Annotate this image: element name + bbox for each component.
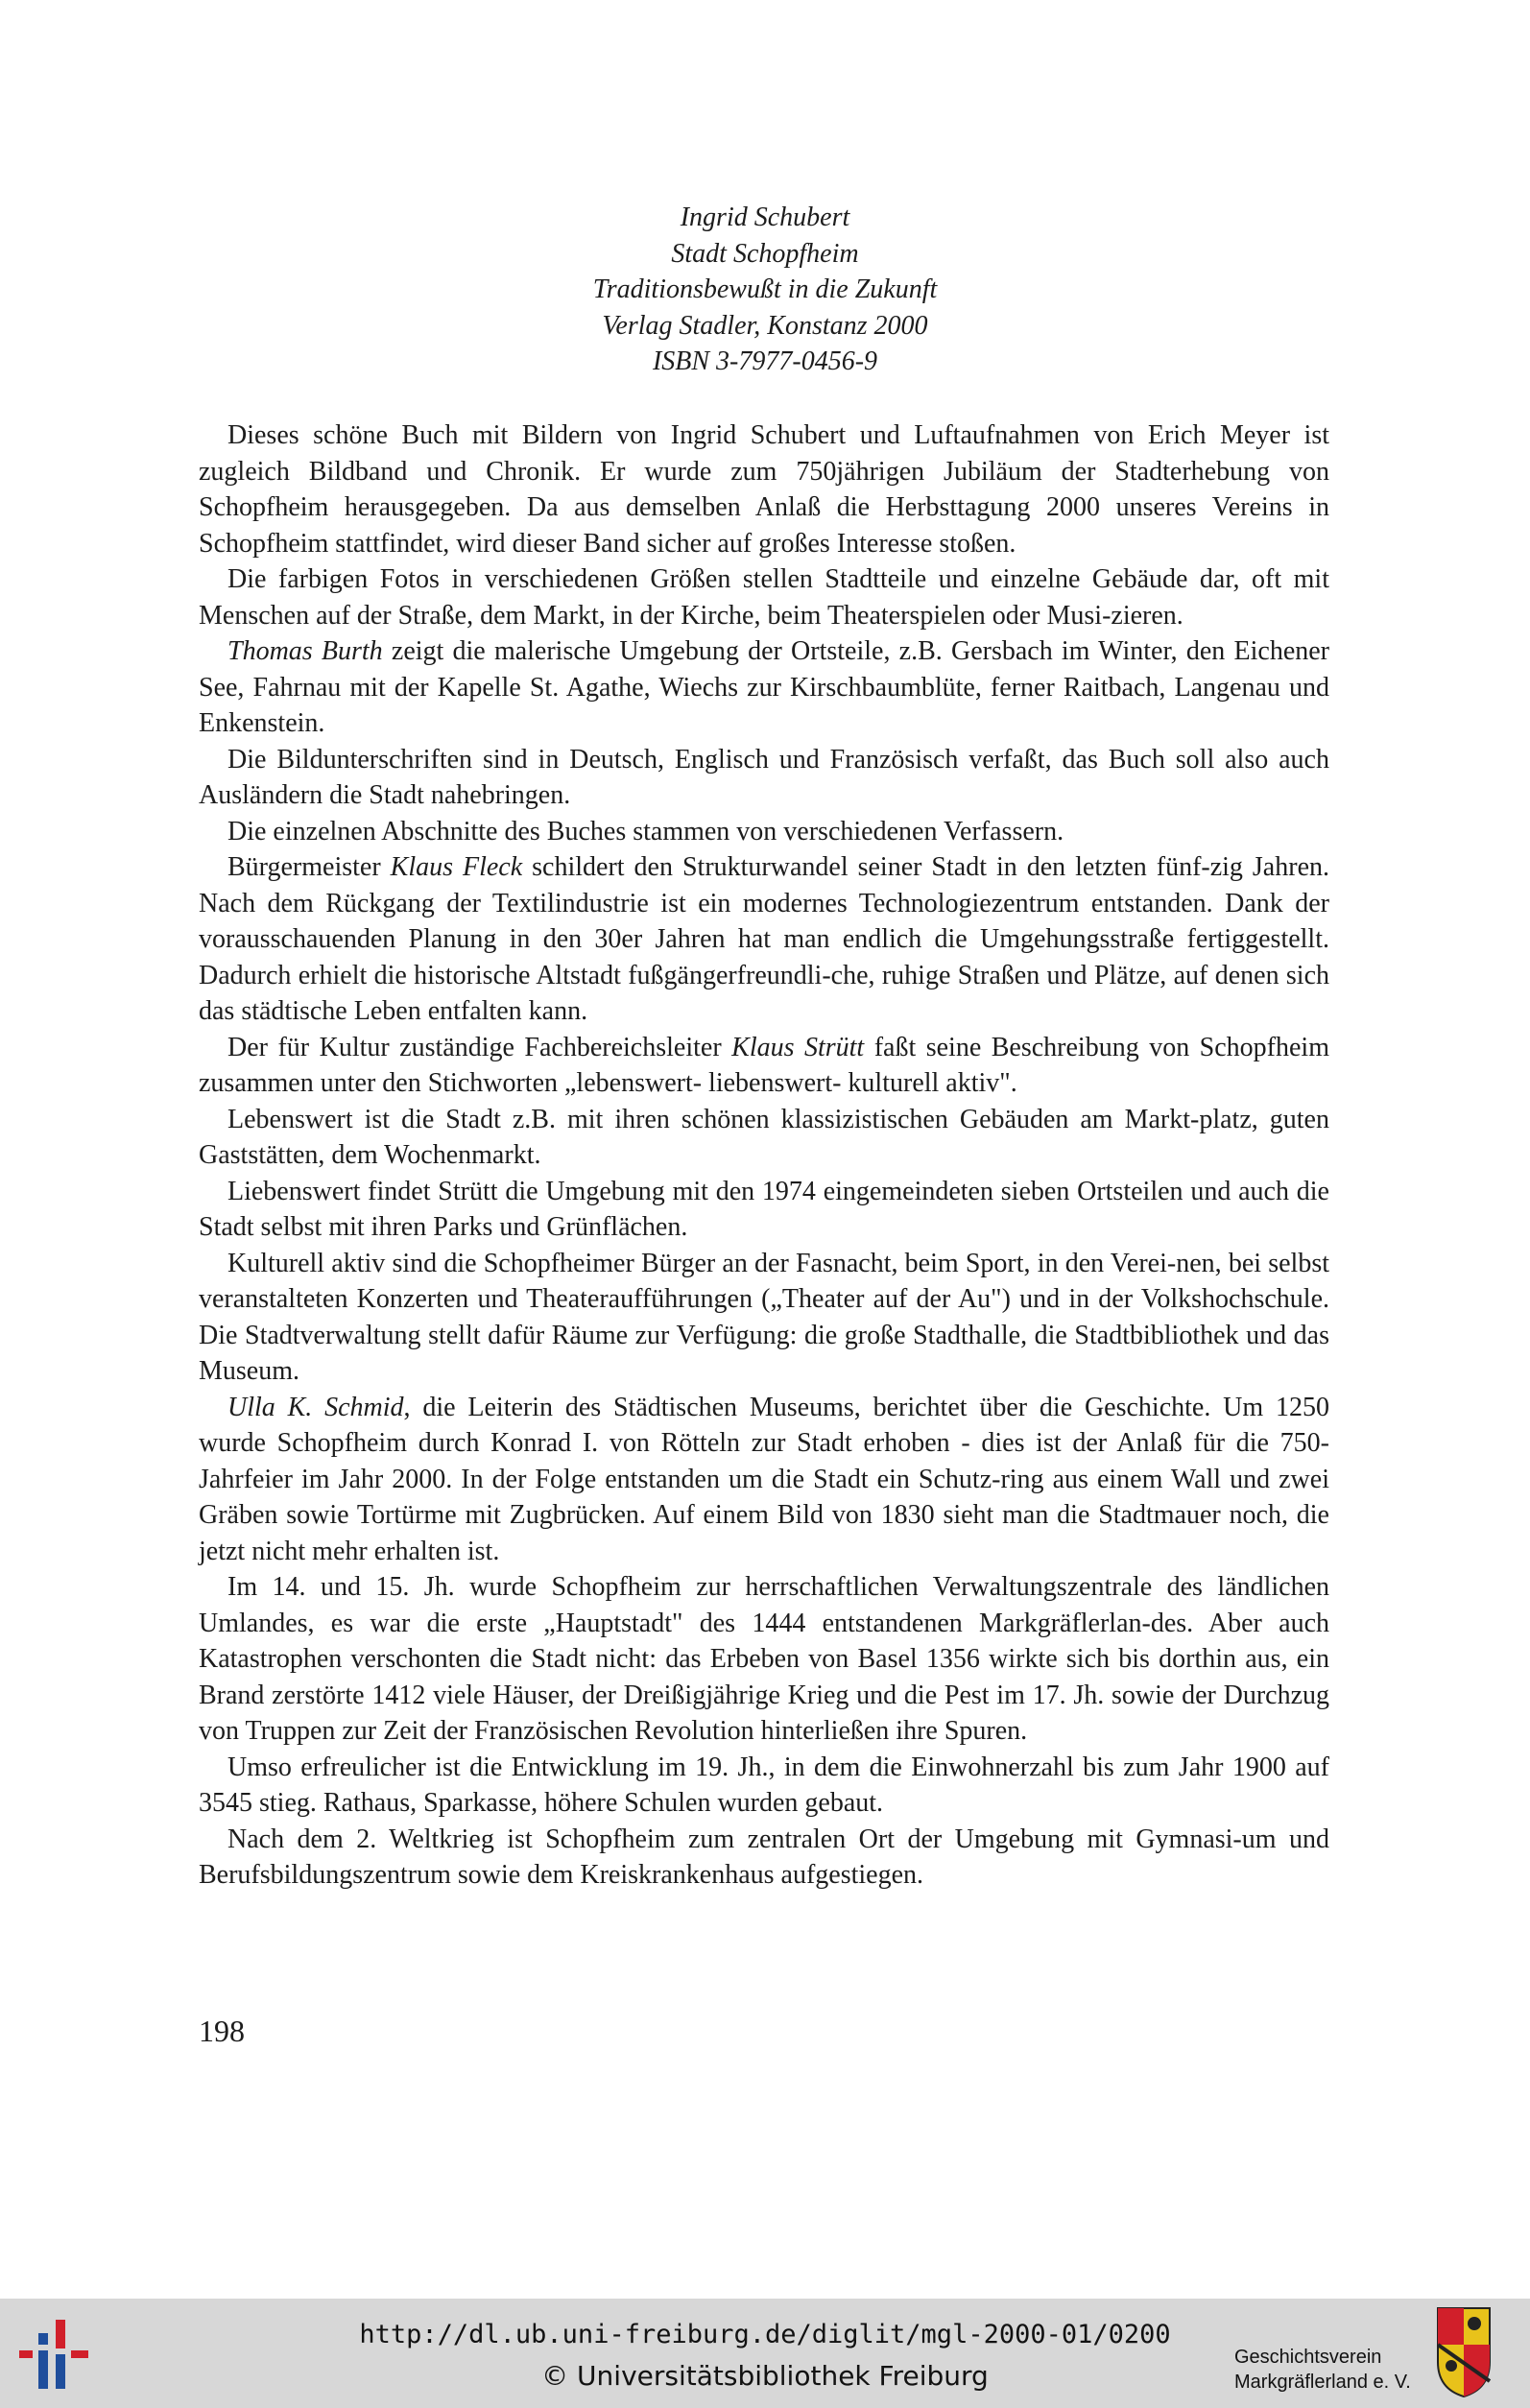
paragraph-text: , die Leiterin des Städtischen Museums, berichtet über die Geschichte. Um 1250 wurde Schopfheim durch Konrad I. von Rötteln zur Stadt erhoben - dies ist der Anlaß für die 750-Jahrfeier im Jahr 2000. In der Folge entstanden um die Stadt ein Schutz-ring aus einem Wall und zwei Gräben sowie Tortürme mit Zugbrücken. Auf einem Bild von 1830 sieht man die Stadtmauer noch, die jetzt nicht mehr erhalten ist. xyxy=(199,1392,1329,1566)
body-paragraph xyxy=(199,1822,1329,1894)
page-number: 198 xyxy=(199,2014,245,2048)
author-name: Klaus Strütt xyxy=(731,1032,865,1062)
paragraph-text: Die Bildunterschriften sind in Deutsch, Englisch und Französisch verfaßt, das Buch soll also auch Ausländern die Stadt nahebringen. xyxy=(199,744,1329,810)
society-name-line1: Geschichtsverein xyxy=(1234,2347,1382,2368)
paragraph-text: Lebenswert ist die Stadt z.B. mit ihren schönen klassizistischen Gebäuden am Markt-platz, guten Gaststätten, dem Wochenmarkt. xyxy=(199,1104,1329,1170)
paragraph-text: Die einzelnen Abschnitte des Buches stammen von verschiedenen Verfassern. xyxy=(227,816,1064,846)
body-paragraph xyxy=(199,1246,1329,1390)
body-paragraph xyxy=(199,1030,1329,1102)
paragraph-text: Die farbigen Fotos in verschiedenen Größen stellen Stadtteile und einzelne Gebäude dar, oft mit Menschen auf der Straße, dem Markt, in der Kirche, beim Theaterspielen oder Musi-zieren. xyxy=(199,564,1329,631)
society-name xyxy=(1234,2345,1411,2395)
body-paragraph xyxy=(199,417,1329,561)
footer-bar xyxy=(0,2299,1530,2408)
paragraph-text: Dieses schöne Buch mit Bildern von Ingrid Schubert und Luftaufnahmen von Erich Meyer ist zugleich Bildband und Chronik. Er wurde zum 750jährigen Jubiläum der Stadterhebung von Schopfheim herausgegeben. Da aus demselben Anlaß die Herbsttagung 2000 unseres Vereins in Schopfheim stattfindet, wird dieser Band sicher auf großes Interesse stoßen. xyxy=(199,420,1329,559)
paragraph-text: Der für Kultur zuständige Fachbereichsleiter xyxy=(227,1032,732,1062)
author-name: Ulla K. Schmid xyxy=(227,1392,404,1422)
coat-of-arms-icon xyxy=(1436,2306,1492,2398)
publisher-line: Verlag Stadler, Konstanz 2000 xyxy=(602,310,928,341)
body-paragraph xyxy=(199,849,1329,1030)
paragraph-text: Umso erfreulicher ist die Entwicklung im 19. Jh., in dem die Einwohnerzahl bis zum Jahr 1900 auf 3545 stieg. Rathaus, Sparkasse, höhere Schulen wurden gebaut. xyxy=(199,1752,1329,1818)
body-paragraph xyxy=(199,1174,1329,1246)
review-body xyxy=(199,417,1329,1894)
body-paragraph xyxy=(199,561,1329,633)
book-citation xyxy=(0,200,1530,380)
paragraph-text: Nach dem 2. Weltkrieg ist Schopfheim zum zentralen Ort der Umgebung mit Gymnasi-um und Berufsbildungszentrum sowie dem Kreiskrankenhaus aufgestiegen. xyxy=(199,1824,1329,1890)
body-paragraph xyxy=(199,633,1329,742)
body-paragraph xyxy=(199,814,1329,850)
paragraph-text: Liebenswert findet Strütt die Umgebung mit den 1974 eingemeindeten sieben Ortsteilen und auch die Stadt selbst mit ihren Parks und Grünflächen. xyxy=(199,1176,1329,1242)
body-paragraph xyxy=(199,1750,1329,1822)
copyright-text: © Universitätsbibliothek Freiburg xyxy=(541,2360,989,2392)
body-paragraph xyxy=(199,1390,1329,1570)
paragraph-text: schildert den Strukturwandel seiner Stadt in den letzten fünf-zig Jahren. Nach dem Rückgang der Textilindustrie ist ein modernes Technologiezentrum entstanden. Dank der vorausschauenden Planung in den 30er Jahren hat man endlich die Umgehungsstraße fertiggestellt. Dadurch erhielt die historische Altstadt fußgängerfreundli-che, ruhige Straßen und Plätze, auf denen sich das städtische Leben entfalten kann. xyxy=(199,852,1329,1026)
society-name-line2: Markgräflerland e. V. xyxy=(1234,2372,1411,2393)
permalink-link[interactable]: http://dl.ub.uni-freiburg.de/diglit/mgl-2000-01/0200 xyxy=(359,2320,1171,2349)
paragraph-text: Im 14. und 15. Jh. wurde Schopfheim zur herrschaftlichen Verwaltungszentrale des ländlichen Umlandes, es war die erste „Hauptstadt" des 1444 entstandenen Markgräflerlan-des. Aber auch Katastrophen verschonten die Stadt nicht: das Erbeben von Basel 1356 wirkte sich bis dorthin aus, ein Brand zerstörte 1412 viele Häuser, der Dreißigjährige Krieg und die Pest im 17. Jh. sowie der Durchzug von Truppen zur Zeit der Französischen Revolution hinterließen ihre Spuren. xyxy=(199,1572,1329,1746)
author-line: Ingrid Schubert xyxy=(680,203,850,232)
author-name: Klaus Fleck xyxy=(390,852,523,882)
body-paragraph xyxy=(199,1569,1329,1750)
paragraph-text: zeigt die malerische Umgebung der Ortsteile, z.B. Gersbach im Winter, den Eichener See, Fahrnau mit der Kapelle St. Agathe, Wiechs zur Kirschbaumblüte, ferner Raitbach, Langenau und Enkenstein. xyxy=(199,636,1330,738)
author-name: Thomas Burth xyxy=(227,636,383,666)
subtitle-line: Traditionsbewußt in die Zukunft xyxy=(592,274,938,304)
paragraph-text: Bürgermeister xyxy=(227,852,391,882)
body-paragraph xyxy=(199,742,1329,814)
body-paragraph xyxy=(199,1102,1329,1174)
paragraph-text: Kulturell aktiv sind die Schopfheimer Bürger an der Fasnacht, beim Sport, in den Verei-nen, bei selbst veranstalteten Konzerten und Theateraufführungen („Theater auf der Au") und in der Volkshochschule. Die Stadtverwaltung stellt dafür Räume zur Verfügung: die große Stadthalle, die Stadtbibliothek und das Museum. xyxy=(199,1248,1329,1386)
paragraph-text: faßt seine Beschreibung von Schopfheim zusammen unter den Stichworten „lebenswert- liebenswert- kulturell aktiv". xyxy=(199,1032,1329,1098)
isbn-line: ISBN 3-7977-0456-9 xyxy=(652,346,878,376)
title-line: Stadt Schopfheim xyxy=(671,238,859,269)
